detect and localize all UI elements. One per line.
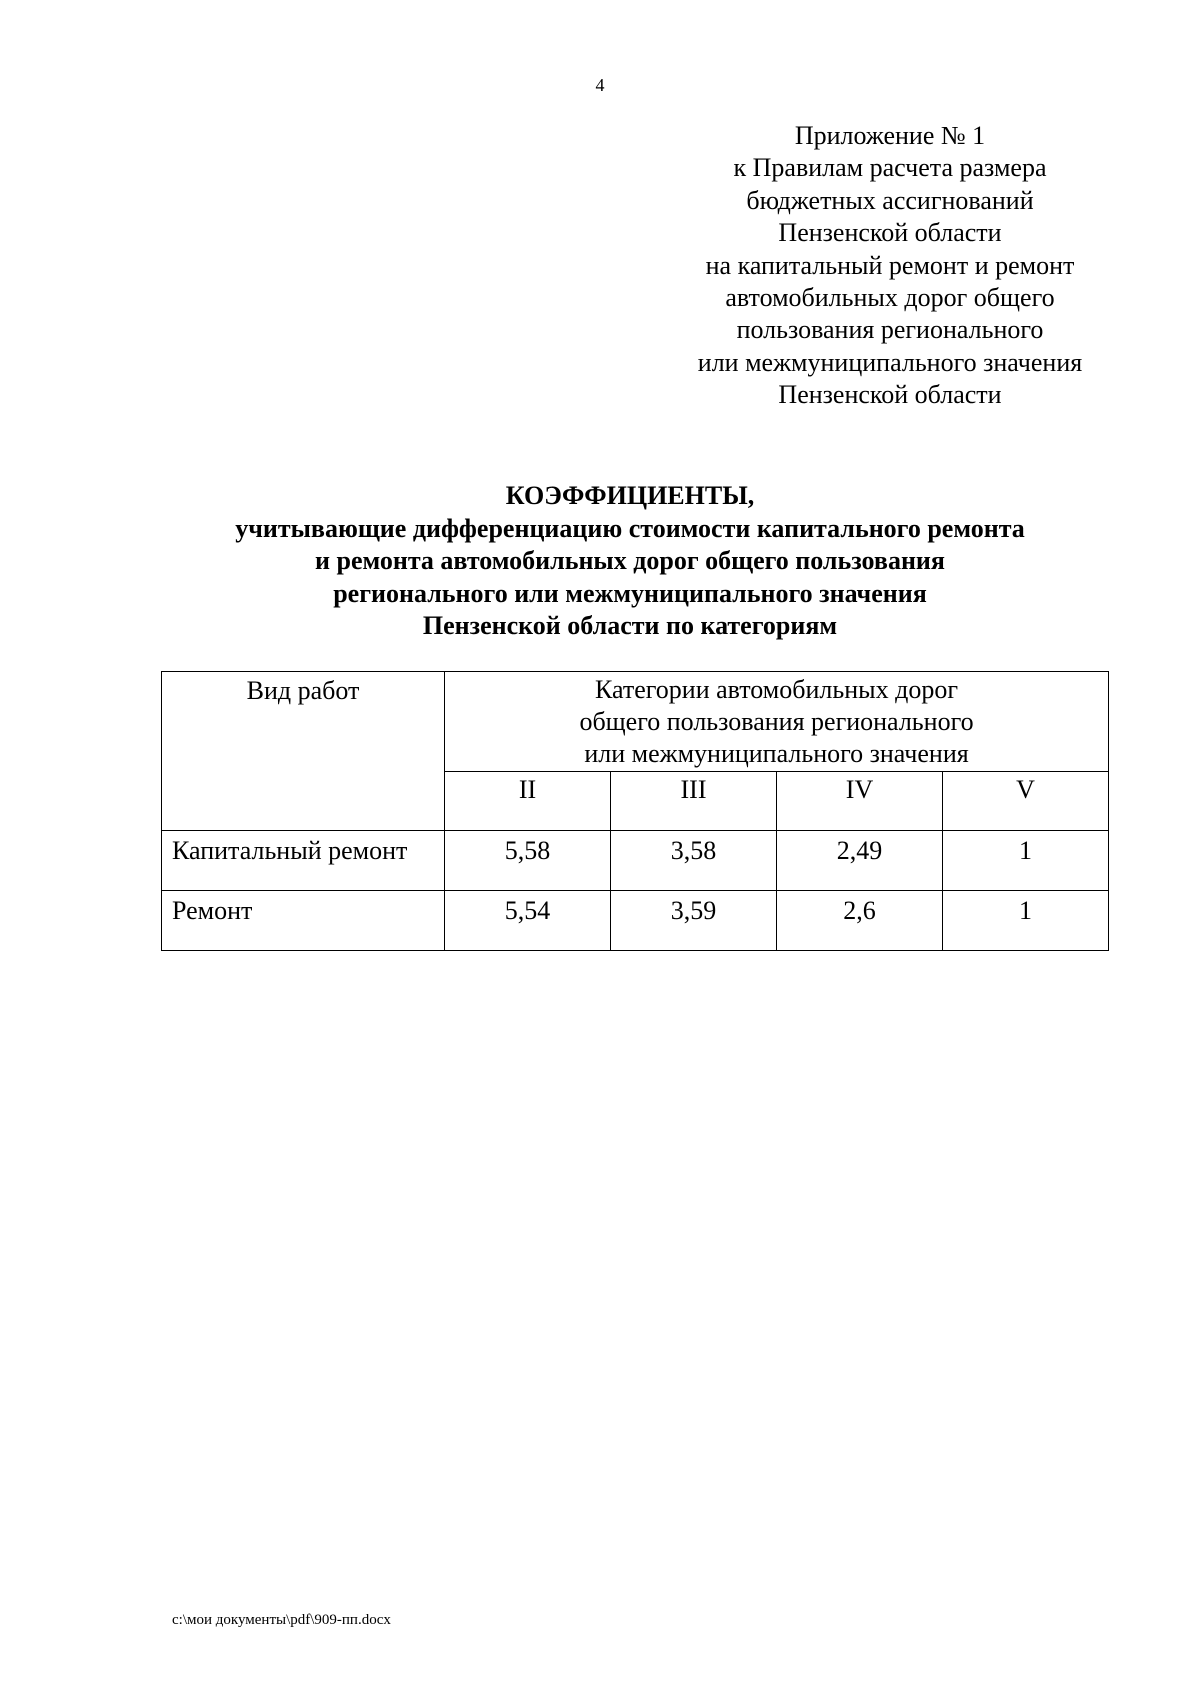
title-line: и ремонта автомобильных дорог общего пользования: [315, 546, 945, 575]
category-header-cell: V: [943, 772, 1109, 831]
categories-header: [445, 672, 1109, 772]
coefficient-cell: 3,58: [611, 831, 777, 891]
appendix-line: Приложение № 1: [794, 121, 986, 150]
coefficient-cell: 5,58: [445, 831, 611, 891]
coefficient-cell: 1: [943, 891, 1109, 951]
categories-header-line: Категории автомобильных дорог: [595, 675, 959, 704]
coefficient-cell: 2,6: [777, 891, 943, 951]
appendix-line: или межмуниципального значения: [697, 347, 1083, 377]
title-line: Пензенской области по категориям: [422, 611, 838, 640]
coefficients-table: [161, 671, 1109, 951]
appendix-line: автомобильных дорог общего: [725, 283, 1055, 313]
appendix-line: к Правилам расчета размера: [733, 153, 1047, 183]
coefficient-cell: 3,59: [611, 891, 777, 951]
appendix-header: [660, 120, 1120, 412]
appendix-line: Пензенской области: [778, 380, 1002, 410]
appendix-line: бюджетных ассигнований: [746, 185, 1034, 215]
footer-file-path: c:\мои документы\pdf\909-пп.docx: [172, 1612, 391, 1628]
coefficient-cell: 2,49: [777, 831, 943, 891]
title-line: учитывающие дифференциацию стоимости капитального ремонта: [235, 513, 1025, 543]
table-header-row: [162, 672, 1109, 772]
coefficient-cell: 1: [943, 831, 1109, 891]
table-row: [162, 831, 1109, 891]
coefficient-cell: 5,54: [445, 891, 611, 951]
row-label: Капитальный ремонт: [162, 831, 445, 891]
categories-header-line: или межмуниципального значения: [584, 739, 969, 768]
title-line: регионального или межмуниципального значения: [333, 578, 927, 608]
title-heading: КОЭФФИЦИЕНТЫ,: [505, 481, 755, 510]
category-header-cell: II: [445, 772, 611, 831]
category-header-cell: III: [611, 772, 777, 831]
appendix-line: на капитальный ремонт и ремонт: [705, 250, 1075, 280]
page-number: 4: [595, 75, 605, 95]
row-label: Ремонт: [162, 891, 445, 951]
appendix-line: пользования регионального: [736, 315, 1044, 345]
appendix-line: Пензенской области: [778, 218, 1002, 248]
category-header-cell: IV: [777, 772, 943, 831]
work-type-header: Вид работ: [162, 672, 445, 831]
categories-header-line: общего пользования регионального: [579, 707, 974, 736]
table-row: [162, 891, 1109, 951]
document-title: [150, 480, 1110, 643]
